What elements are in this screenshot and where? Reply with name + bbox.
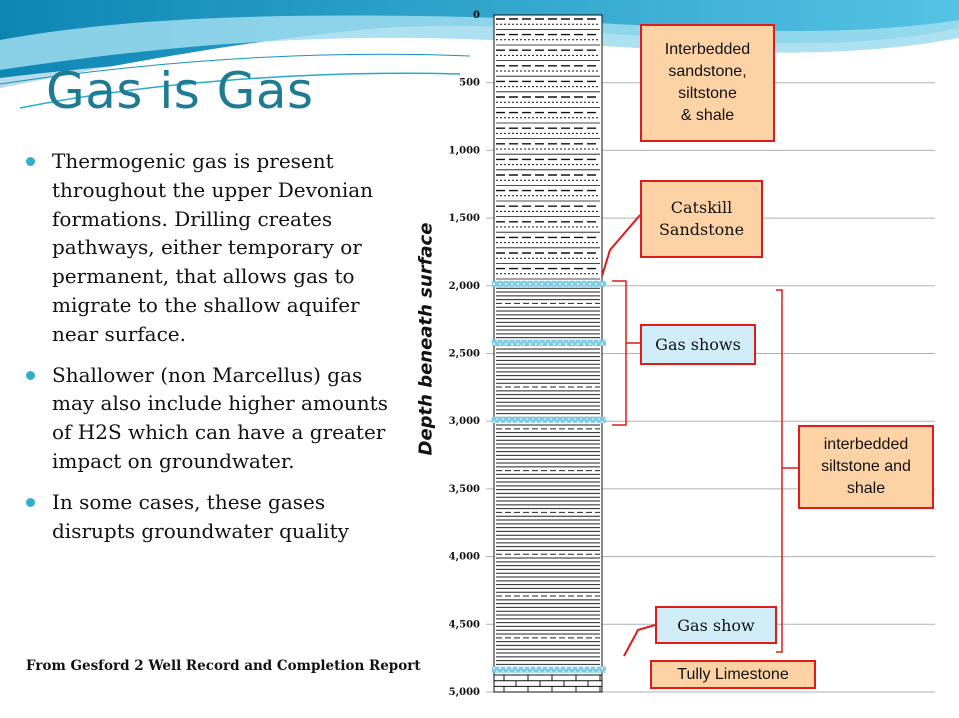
gas-show-band [492,340,606,346]
depth-tick-label: 5,000 [448,687,480,698]
callout-text: Interbedded sandstone, siltstone & shale [664,41,751,124]
gas-show-band [492,667,606,673]
callout-text: Catskill Sandstone [658,198,745,239]
siltstone-bracket [776,290,782,652]
callout-connectors [602,215,798,656]
callout-interbedded-siltstone [798,425,934,509]
callout-gas-shows [640,324,756,365]
bullet-text: Shallower (non Marcellus) gas may also include higher amounts of H2S which can have a greater impact on groundwater. [52,362,388,473]
callout-gas-show [655,606,777,644]
column-outline [494,15,602,692]
depth-tick-label: 4,000 [448,551,480,563]
gas-show-band [492,417,606,423]
gas-show-band [492,281,606,287]
callout-catskill-sandstone [640,180,763,258]
depth-tick-label: 4,500 [448,619,480,631]
callout-text: interbedded siltstone and shale [821,436,911,497]
depth-tick-label: 1,500 [448,213,480,225]
depth-tick-label: 0 [473,10,480,21]
depth-tick-label: 2,000 [448,280,480,292]
callout-interbedded-sandstone [640,24,775,142]
callout-text: Tully Limestone [677,665,789,683]
bullet-text: Thermogenic gas is present throughout the upper Devonian formations. Drilling creates pathways, either temporary or permanent, that allows gas to migrate to the shallow aquifer near surface. [52,149,374,346]
gas-show-pointer [624,625,655,656]
callout-text: Gas shows [655,335,741,354]
catskill-pointer [602,215,640,276]
depth-tick-label: 2,500 [448,348,480,360]
source-note: From Gesford 2 Well Record and Completion Report [26,658,421,674]
depth-tick-label: 1,000 [448,145,480,157]
depth-tick-label: 3,000 [448,416,480,428]
lithology-column [492,15,606,692]
y-axis-label: Depth beneath surface [415,222,437,456]
depth-tick-labels [449,10,480,698]
depth-tick-label: 500 [459,77,480,89]
callout-tully-limestone [650,660,816,689]
slide-title: Gas is Gas [46,62,314,120]
callout-text: Gas show [677,615,755,635]
bullet-text: In some cases, these gases disrupts groundwater quality [52,489,349,543]
depth-tick-label: 3,500 [448,483,480,495]
